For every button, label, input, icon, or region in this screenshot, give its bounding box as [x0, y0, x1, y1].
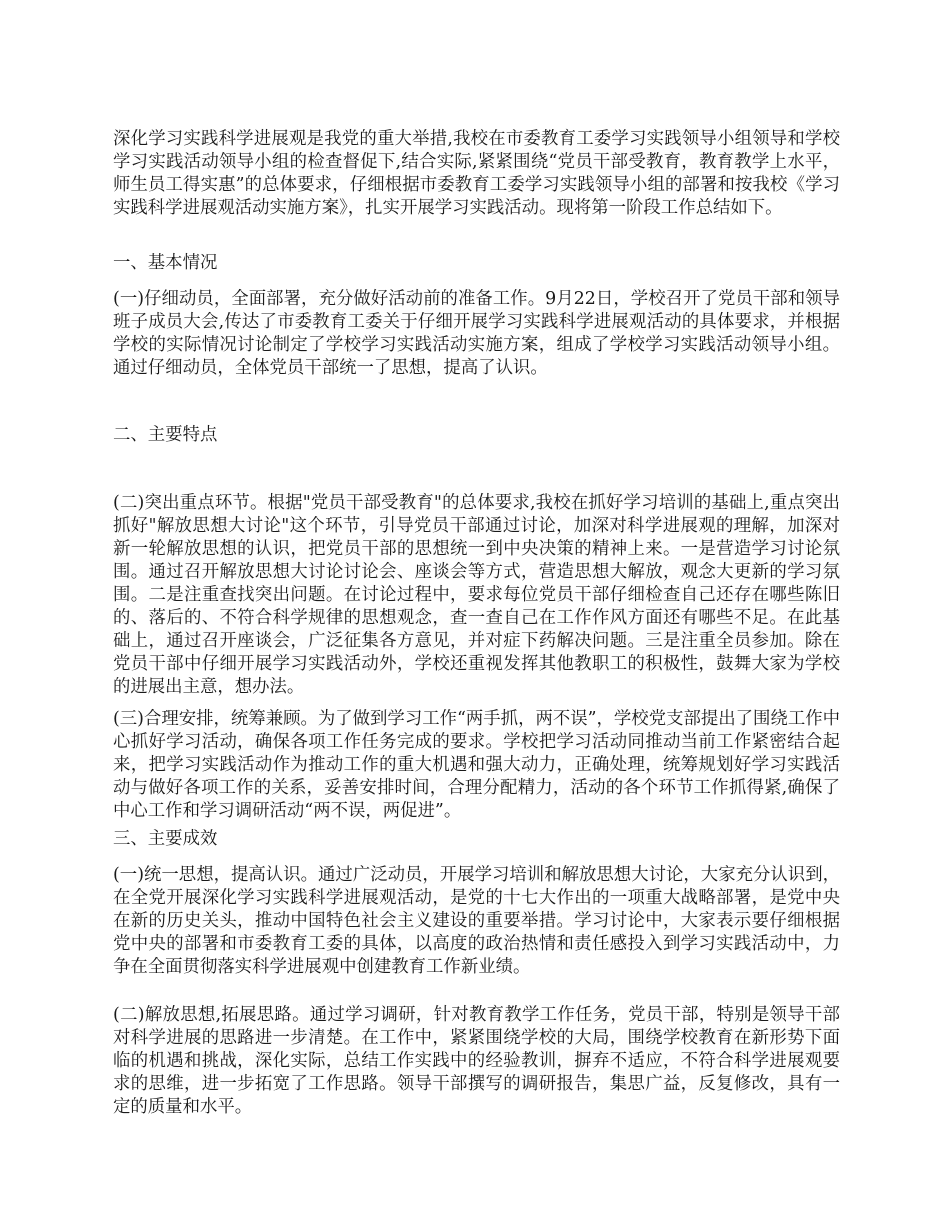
paragraph-feature-2: (二)突出重点环节。根据"党员干部受教育"的总体要求,我校在抓好学习培训的基础上,重点突出抓好"解放思想大讨论"这个环节，引导党员干部通过讨论，加深对科学进展观的理解，加深对新一轮解放思想的认识，把党员干部的思想统一到中央决策的精神上来。一是营造学习讨论氛围。通过召开解放思想大讨论讨论会、座谈会等方式，营造思想大解放，观念大更新的学习氛围。二是注重查找突出问题。在讨论过程中，要求每位党员干部仔细检查自己还存在哪些陈旧的、落后的、不符合科学规律的思想观念，查一查自己在工作作风方面还有哪些不足。在此基础上，通过召开座谈会，广泛征集各方意见，并对症下药解决问题。三是注重全员参加。除在党员干部中仔细开展学习实践活动外，学校还重视发挥其他教职工的积极性，鼓舞大家为学校的进展出主意，想办法。: [113, 493, 840, 697]
section-heading-basic-situation: 一、基本情况: [113, 253, 218, 273]
section-heading-main-features: 二、主要特点: [113, 425, 218, 445]
paragraph-result-2: (二)解放思想,拓展思路。通过学习调研，针对教育教学工作任务，党员干部，特别是领导干部对科学进展的思路进一步清楚。在工作中，紧紧围绕学校的大局，围绕学校教育在新形势下面临的机遇和挑战，深化实际，总结工作实践中的经验教训，摒弃不适应，不符合科学进展观要求的思维，进一步拓宽了工作思路。领导干部撰写的调研报告，集思广益，反复修改，具有一定的质量和水平。: [113, 1005, 840, 1117]
paragraph-basic-1: (一)仔细动员，全面部署，充分做好活动前的准备工作。9月22日，学校召开了党员干部和领导班子成员大会,传达了市委教育工委关于仔细开展学习实践科学进展观活动的具体要求，并根据学校的实际情况讨论制定了学校学习实践活动实施方案，组成了学校学习实践活动领导小组。通过仔细动员，全体党员干部统一了思想，提高了认识。: [113, 289, 840, 378]
paragraph-result-1: (一)统一思想，提高认识。通过广泛动员，开展学习培训和解放思想大讨论，大家充分认识到，在全党开展深化学习实践科学进展观活动，是党的十七大作出的一项重大战略部署，是党中央在新的历史关头，推动中国特色社会主义建设的重要举措。学习讨论中，大家表示要仔细根据党中央的部署和市委教育工委的具体，以高度的政治热情和责任感投入到学习实践活动中，力争在全面贯彻落实科学进展观中创建教育工作新业绩。: [113, 865, 840, 977]
intro-paragraph: 深化学习实践科学进展观是我党的重大举措,我校在市委教育工委学习实践领导小组领导和学校学习实践活动领导小组的检查督促下,结合实际,紧紧围绕“党员干部受教育，教育教学上水平，师生员工得实惠”的总体要求，仔细根据市委教育工委学习实践领导小组的部署和按我校《学习实践科学进展观活动实施方案》，扎实开展学习实践活动。现将第一阶段工作总结如下。: [113, 129, 840, 218]
section-heading-main-results: 三、主要成效: [113, 829, 218, 849]
paragraph-feature-3: (三)合理安排，统筹兼顾。为了做到学习工作“两手抓，两不误”，学校党支部提出了围绕工作中心抓好学习活动，确保各项工作任务完成的要求。学校把学习活动同推动当前工作紧密结合起来，把学习实践活动作为推动工作的重大机遇和强大动力，正确处理，统筹规划好学习实践活动与做好各项工作的关系，妥善安排时间，合理分配精力，活动的各个环节工作抓得紧,确保了中心工作和学习调研活动“两不误，两促进”。: [113, 709, 840, 821]
